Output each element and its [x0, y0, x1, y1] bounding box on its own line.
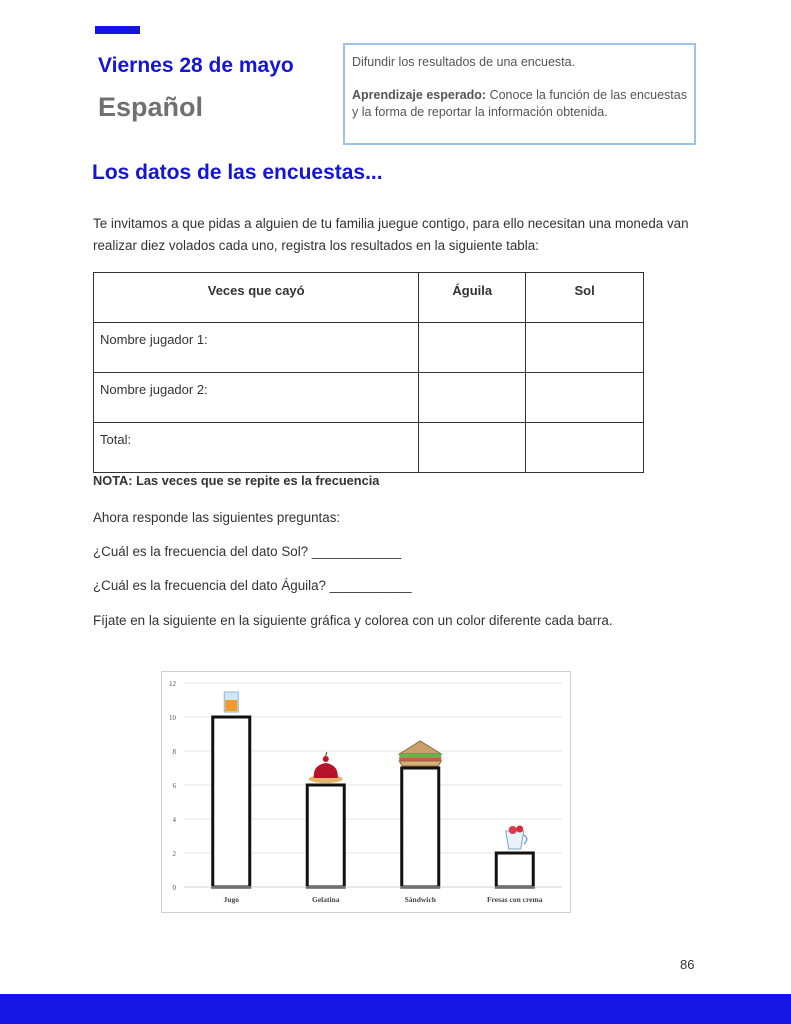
questions-intro: Ahora responde las siguientes preguntas:	[93, 510, 341, 525]
cell-total-aguila[interactable]	[419, 423, 526, 473]
jelly-dessert-icon	[309, 752, 343, 783]
table-row	[94, 323, 644, 373]
sandwich-icon	[399, 741, 441, 766]
header-sol: Sol	[526, 273, 644, 323]
cell-player-1-aguila[interactable]	[419, 323, 526, 373]
x-tick-label: Fresas con crema	[486, 895, 543, 904]
x-tick-label: Jugo	[223, 895, 239, 904]
bar-chart	[162, 672, 570, 912]
cell-player-1-sol[interactable]	[526, 323, 644, 373]
y-tick-label: 6	[172, 782, 176, 790]
expected-learning	[352, 87, 687, 121]
coin-toss-table	[93, 272, 644, 473]
page-number: 86	[680, 957, 695, 972]
header-veces: Veces que cayó	[94, 273, 419, 323]
table-row	[94, 423, 644, 473]
x-tick-label: Sándwich	[404, 895, 436, 904]
objective-purpose: Difundir los resultados de una encuesta.	[352, 55, 576, 69]
cell-total-sol[interactable]	[526, 423, 644, 473]
row-label-player-2: Nombre jugador 2:	[94, 373, 419, 423]
row-label-total: Total:	[94, 423, 419, 473]
chart-instruction: Fíjate en la siguiente en la siguiente gráfica y colorea con un color diferente cada barra.	[93, 613, 613, 628]
objective-box	[343, 43, 696, 145]
y-tick-label: 4	[172, 816, 176, 824]
y-tick-label: 0	[172, 884, 176, 892]
bar-fresas-con-crema	[496, 853, 533, 887]
table-header-row	[94, 273, 644, 323]
x-tick-label: Gelatina	[312, 895, 340, 904]
strawberries-cream-cup-icon	[506, 826, 527, 850]
subject-title: Español	[98, 92, 204, 122]
page-date: Viernes 28 de mayo	[98, 54, 294, 77]
expected-learning-text: Conoce la función de las encuestas y la forma de reportar la información obtenida.	[352, 88, 687, 119]
question-sol-frequency: ¿Cuál es la frecuencia del dato Sol? ____________	[93, 544, 402, 559]
section-title: Los datos de las encuestas...	[92, 161, 383, 184]
y-tick-label: 10	[169, 714, 176, 722]
bar-jugo	[213, 717, 250, 887]
footer-accent-bar	[0, 994, 791, 1024]
question-aguila-frequency: ¿Cuál es la frecuencia del dato Águila? ___________	[93, 578, 412, 593]
expected-learning-label: Aprendizaje esperado:	[352, 88, 487, 102]
juice-glass-icon	[224, 692, 238, 712]
row-label-player-1: Nombre jugador 1:	[94, 323, 419, 373]
bar-sándwich	[402, 768, 439, 887]
y-tick-label: 8	[172, 748, 176, 756]
y-tick-label: 2	[172, 850, 176, 858]
header-accent-bar	[95, 26, 140, 34]
table-row	[94, 373, 644, 423]
cell-player-2-aguila[interactable]	[419, 373, 526, 423]
instructions-paragraph: Te invitamos a que pidas a alguien de tu familia juegue contigo, para ello necesitan una moneda van realizar diez volados cada uno, registra los resultados en la siguiente tabla:	[93, 216, 689, 253]
bar-gelatina	[307, 785, 344, 887]
y-tick-label: 12	[169, 680, 176, 688]
cell-player-2-sol[interactable]	[526, 373, 644, 423]
frequency-note: NOTA: Las veces que se repite es la frecuencia	[93, 473, 380, 488]
bar-chart-frame	[161, 671, 571, 913]
header-aguila: Águila	[419, 273, 526, 323]
